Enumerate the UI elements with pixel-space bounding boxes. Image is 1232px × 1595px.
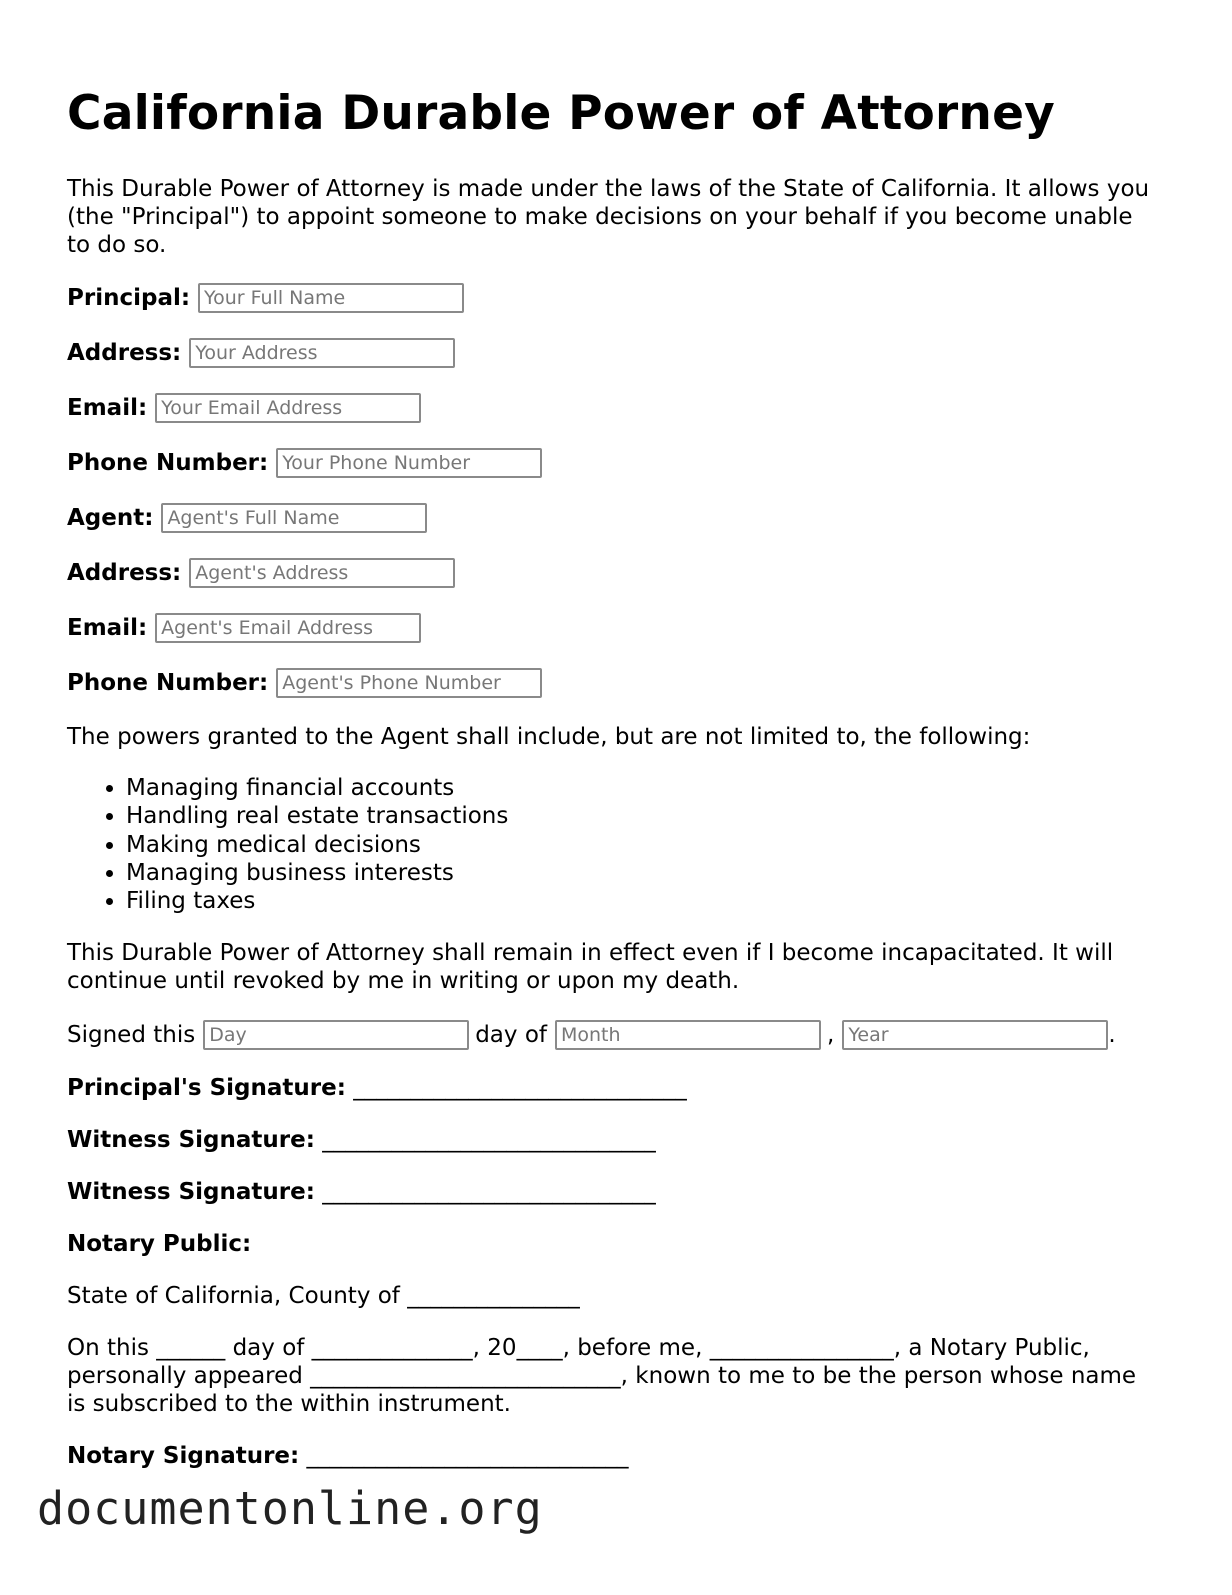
- witness1-signature-label: Witness Signature:: [67, 1127, 315, 1153]
- signed-prefix: Signed this: [67, 1022, 196, 1048]
- agent-phone-input[interactable]: [276, 668, 542, 698]
- signed-date-row: [67, 1020, 1116, 1050]
- power-item: • Filing taxes: [126, 887, 508, 915]
- principal-name-input[interactable]: [198, 283, 464, 313]
- power-item: • Managing financial accounts: [126, 774, 508, 802]
- signed-day-input[interactable]: [203, 1020, 469, 1050]
- principal-phone-input[interactable]: [276, 448, 542, 478]
- principal-phone-label: Phone Number:: [67, 450, 269, 476]
- principal-phone-row: [67, 448, 542, 478]
- agent-phone-row: [67, 668, 542, 698]
- signed-comma: ,: [827, 1022, 835, 1048]
- agent-email-label: Email:: [67, 615, 148, 641]
- principal-email-row: [67, 393, 421, 423]
- agent-name-input[interactable]: [161, 503, 427, 533]
- agent-phone-label: Phone Number:: [67, 670, 269, 696]
- witness2-signature-label: Witness Signature:: [67, 1179, 315, 1205]
- agent-address-row: [67, 558, 455, 588]
- principal-name-row: [67, 283, 464, 313]
- witness1-signature-line: [67, 1126, 656, 1154]
- notary-signature-label: Notary Signature:: [67, 1443, 300, 1469]
- powers-list: [67, 774, 508, 915]
- agent-name-row: [67, 503, 427, 533]
- signed-month-input[interactable]: [555, 1020, 821, 1050]
- principal-signature-line: [67, 1074, 687, 1102]
- witness2-signature-line: [67, 1178, 656, 1206]
- powers-intro: The powers granted to the Agent shall include, but are not limited to, the following:: [67, 724, 1031, 750]
- principal-email-label: Email:: [67, 395, 148, 421]
- witness2-signature-blank: _____________________________: [314, 1179, 656, 1205]
- notary-signature-line: [67, 1442, 629, 1470]
- notary-heading: Notary Public:: [67, 1231, 252, 1257]
- principal-address-input[interactable]: [189, 338, 455, 368]
- agent-name-label: Agent:: [67, 505, 154, 531]
- principal-signature-label: Principal's Signature:: [67, 1075, 346, 1101]
- principal-signature-blank: _____________________________: [345, 1075, 687, 1101]
- witness1-signature-blank: _____________________________: [314, 1127, 656, 1153]
- agent-address-input[interactable]: [189, 558, 455, 588]
- principal-name-label: Principal:: [67, 285, 191, 311]
- principal-address-row: [67, 338, 455, 368]
- intro-paragraph: This Durable Power of Attorney is made under the laws of the State of California. It allows you (the "Principal") to appoint someone to make decisions on your behalf if you become unable to do so.: [67, 176, 1150, 258]
- agent-email-input[interactable]: [155, 613, 421, 643]
- signed-period: .: [1108, 1022, 1116, 1048]
- power-item: • Handling real estate transactions: [126, 802, 508, 830]
- signed-day-of: day of: [475, 1022, 547, 1048]
- agent-email-row: [67, 613, 421, 643]
- notary-county: State of California, County of _______________: [67, 1283, 580, 1309]
- power-item: • Making medical decisions: [126, 831, 508, 859]
- notary-statement: On this ______ day of ______________, 20____, before me, ________________, a Notary Public, personally appeared ___________________________, known to me to be the person whose name is subscribed to the within instrument.: [67, 1335, 1137, 1417]
- principal-email-input[interactable]: [155, 393, 421, 423]
- notary-signature-blank: ____________________________: [299, 1443, 629, 1469]
- document-title: California Durable Power of Attorney: [67, 86, 1055, 141]
- principal-address-label: Address:: [67, 340, 182, 366]
- power-item: • Managing business interests: [126, 859, 508, 887]
- agent-address-label: Address:: [67, 560, 182, 586]
- watermark: documentonline.org: [37, 1482, 543, 1535]
- signed-year-input[interactable]: [842, 1020, 1108, 1050]
- durability-paragraph: This Durable Power of Attorney shall remain in effect even if I become incapacitated. It will continue until revoked by me in writing or upon my death.: [67, 940, 1114, 994]
